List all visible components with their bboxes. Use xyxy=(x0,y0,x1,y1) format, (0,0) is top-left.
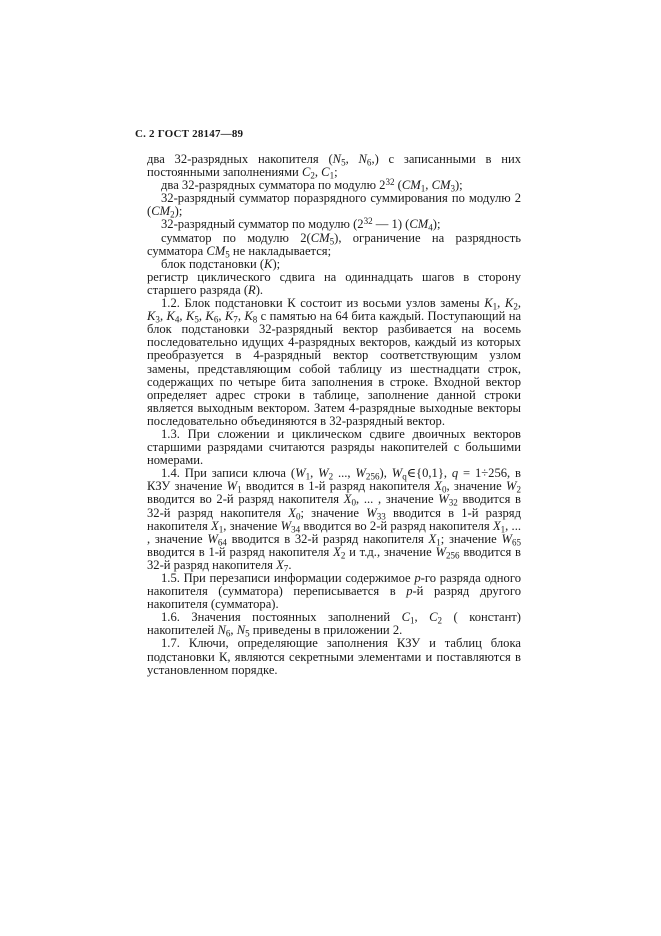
paragraph: два 32-разрядных накопителя ($N_5$, $N_6$,) с записанными в них постоянными заполнениями $C_2$, $C_1$; xyxy=(147,152,522,181)
paragraph: 1.4. При записи ключа ($W_1$, $W_2$ ..., $W_{256}$), $W_q\in\{0,1\}$, q = 1÷256, в КЗУ значение $W_1$ вводится в 1-й разряд накопителя $X_0$, значение $W_2$ вводится во 2-й разряд накопителя $X_0$, ... , значение $W_{32}$ вводится в 32-й разряд накопителя $X_0$; значение $W_{33}$ вводится в 1-й разряд накопителя $X_1$, значение $W_{34}$ вводится во 2-й разряд накопителя $X_1$, ... , значение $W_{64}$ вводится в 32-й разряд накопителя $X_1$; значение $W_{65}$ вводится в 1-й разряд накопителя $X_2$ и т.д., значение $W_{256}$ вводится в 32-й разряд накопителя $X_7$. xyxy=(147,466,522,574)
paragraph: 32-разрядный сумматор поразрядного суммирования по модулю 2 $(СМ_2)$; xyxy=(147,191,521,220)
paragraph: сумматор по модулю $2(СМ_5)$, ограничение на разрядность сумматора $СМ_5$ не накладывается; xyxy=(147,230,522,259)
body-text xyxy=(147,153,521,677)
paragraph: 32-разрядный сумматор по модулю ($2^{32}$ — 1) $(СМ_4)$; xyxy=(161,216,441,233)
paragraph: два 32-разрядных сумматора по модулю $2^{32}$ ($СМ_1$, $СМ_3$); xyxy=(161,177,463,194)
paragraph: 1.5. При перезаписи информации содержимое p-го разряда одного накопителя (сумматора) переписывается в p-й разряд другого накопителя (сумматора). xyxy=(147,571,521,612)
paragraph: 1.6. Значения постоянных заполнений $C_1$, $C_2$ ( констант) накопителей $N_6$, $N_5$ приведены в приложении 2. xyxy=(147,610,522,639)
paragraph: 1.7. Ключи, определяющие заполнения КЗУ и таблиц блока подстановки К, являются секретными элементами и поставляются в установленном порядке. xyxy=(147,636,521,677)
paragraph: блок подстановки (K); xyxy=(161,256,281,271)
page-header: С. 2 ГОСТ 28147—89 xyxy=(135,128,244,140)
paragraph: 1.2. Блок подстановки К состоит из восьми узлов замены $K_1$, $K_2$, $K_3$, $K_4$, $K_5$, $K_6$, $K_7$, $K_8$ с памятью на 64 бита каждый. Поступающий на блок подстановки 32-разрядный вектор разбивается на восемь последовательно идущих 4-разрядных векторов, каждый из которых преобразуется в 4-разрядный вектор соответствующим узлом замены, представляющим собой таблицу из шестнадцати строк, содержащих по четыре бита заполнения в строке. Входной вектор определяет адрес строки в таблице, заполнение данной строки является выходным вектором. Затем 4-разрядные выходные векторы последовательно объединяются в 32-разрядный вектор. xyxy=(147,296,522,428)
paragraph: регистр циклического сдвига на одиннадцать шагов в сторону старшего разряда (R). xyxy=(147,269,521,297)
paragraph: 1.3. При сложении и циклическом сдвиге двоичных векторов старшими разрядами считаются разряды накопителей с большими номерами. xyxy=(147,426,521,468)
